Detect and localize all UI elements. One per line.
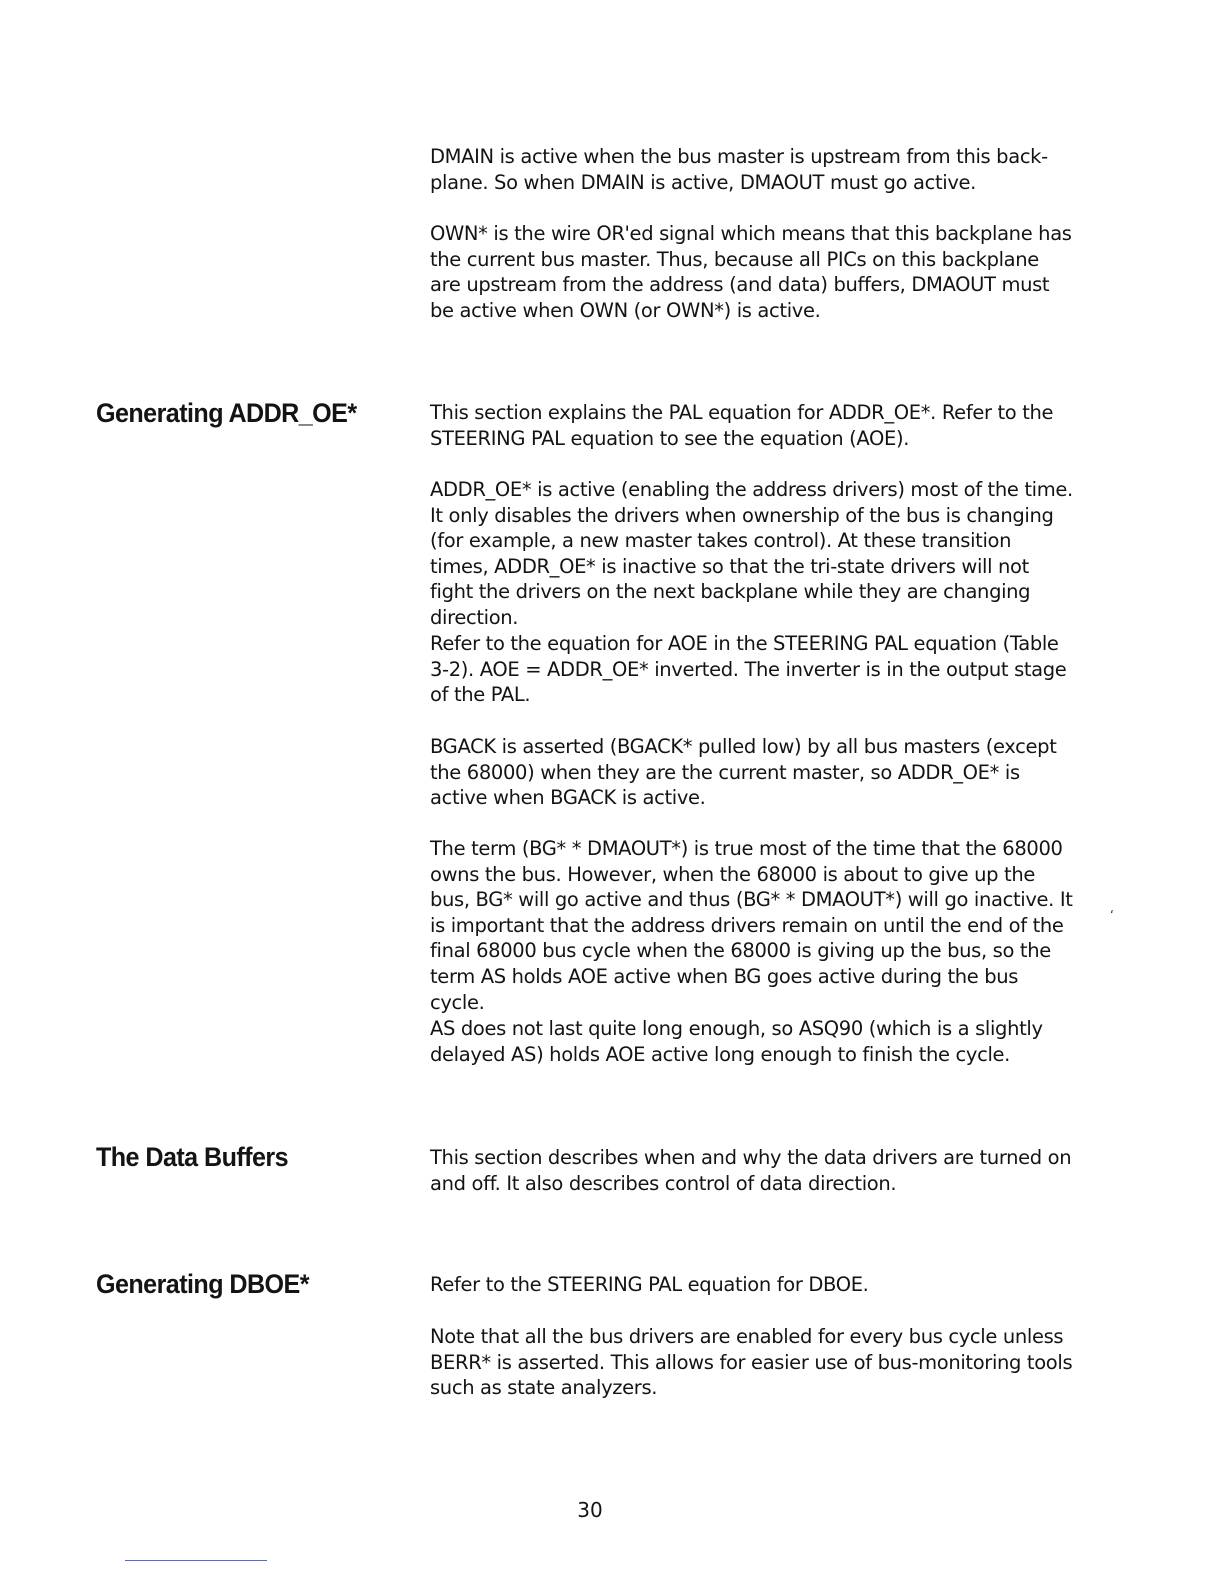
addr-oe-paragraph-1: This section explains the PAL equation for ADDR_OE*. Refer to the STEERING PAL equation to see the equation (AOE). (430, 401, 1054, 450)
addr-oe-paragraph-4: BGACK is asserted (BGACK* pulled low) by all bus masters (except the 68000) when they are the current master, so ADDR_OE* is active when BGACK is active. (430, 735, 1057, 810)
addr-oe-paragraph-2: ADDR_OE* is active (enabling the address drivers) most of the time. It only disables the drivers when ownership of the bus is changing (for example, a new master takes control). At these transition times, ADDR_OE* is inactive so that the tri-state drivers will not fight the drivers on the next backplane while they are changing direction. (430, 478, 1073, 629)
heading-data-buffers: The Data Buffers (96, 1142, 289, 1172)
page-number: 30 (577, 1498, 603, 1522)
data-buffers-paragraph-1: This section describes when and why the data drivers are turned on and off. It also describes control of data direction. (430, 1146, 1072, 1195)
intro-paragraph-2: OWN* is the wire OR'ed signal which means that this backplane has the current bus master. Thus, because all PICs on this backplane are upstream from the address (and data) buffers, DMAOUT must be active when OWN (or OWN*) is active. (430, 222, 1072, 322)
heading-generating-addr-oe: Generating ADDR_OE* (96, 398, 357, 428)
addr-oe-paragraph-3: Refer to the equation for AOE in the STEERING PAL equation (Table 3-2). AOE = ADDR_OE* inverted. The inverter is in the output stage of the PAL. (430, 632, 1067, 707)
heading-generating-dboe: Generating DBOE* (96, 1269, 309, 1299)
addr-oe-paragraph-5: The term (BG* * DMAOUT*) is true most of the time that the 68000 owns the bus. However, when the 68000 is about to give up the bus, BG* will go active and thus (BG* * DMAOUT*) will go inactive. It is important that the address drivers remain on until the end of the final 68000 bus cycle when the 68000 is giving up the bus, so the term AS holds AOE active when BG goes active during the bus cycle. (430, 837, 1073, 1014)
footer-rule (125, 1560, 267, 1561)
dboe-paragraph-2: Note that all the bus drivers are enabled for every bus cycle unless BERR* is asserted. This allows for easier use of bus-monitoring tools such as state analyzers. (430, 1325, 1073, 1400)
dboe-paragraph-1: Refer to the STEERING PAL equation for DBOE. (430, 1273, 869, 1296)
addr-oe-paragraph-6: AS does not last quite long enough, so ASQ90 (which is a slightly delayed AS) holds AOE active long enough to finish the cycle. (430, 1017, 1043, 1066)
stray-mark: ‘ (1110, 908, 1114, 922)
intro-paragraph-1: DMAIN is active when the bus master is upstream from this back-plane. So when DMAIN is active, DMAOUT must go active. (430, 145, 1048, 194)
